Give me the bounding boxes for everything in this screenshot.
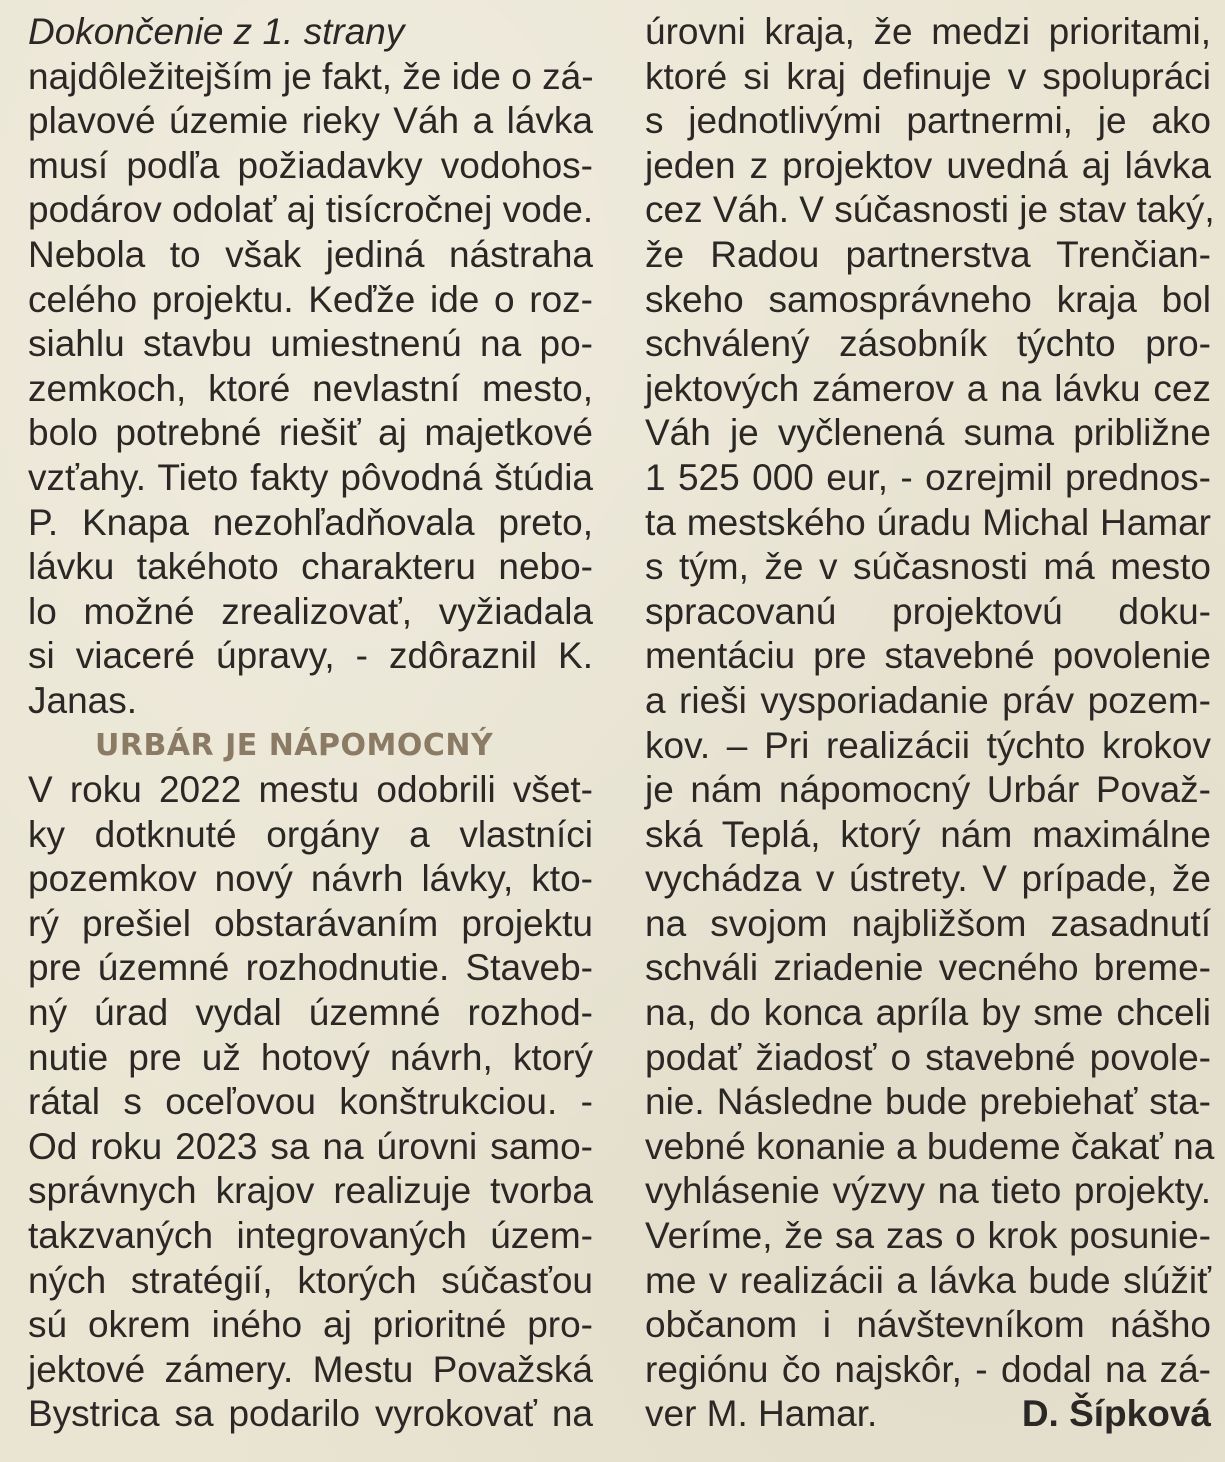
text-line: me v realizácii a lávka bude slúžiť: [645, 1259, 1211, 1301]
text-line: regiónu čo najskôr, - dodal na zá-: [645, 1348, 1211, 1390]
left-column: [28, 10, 593, 1437]
text-line: siahlu stavbu umiestnenú na po-: [28, 323, 593, 365]
text-line: správnych krajov realizuje tvorba: [28, 1170, 593, 1212]
text-line: na svojom najbližšom zasadnutí: [645, 902, 1211, 944]
text-line: jektových zámerov a na lávku cez: [645, 367, 1211, 409]
text-line: musí podľa požiadavky vodohos-: [28, 144, 593, 186]
text-line: Bystrica sa podarilo vyrokovať na: [28, 1393, 593, 1435]
text-line: si viaceré úpravy, - zdôraznil K.: [28, 635, 593, 677]
text-line: ky dotknuté orgány a vlastníci: [28, 813, 593, 855]
left-column-paragraph-2: [28, 768, 593, 1437]
text-line: rátal s oceľovou konštrukciou. -: [28, 1081, 593, 1123]
text-line: schváli zriadenie vecného breme-: [645, 947, 1211, 989]
text-line: podárov odolať aj tisícročnej vode.: [28, 189, 594, 231]
text-line: pre územné rozhodnutie. Staveb-: [28, 947, 593, 989]
text-line: 1 525 000 eur, - ozrejmil prednos-: [645, 456, 1211, 498]
text-line: Nebola to však jediná nástraha: [28, 233, 593, 275]
text-line: občanom i návštevníkom nášho: [645, 1304, 1211, 1346]
text-line: schválený zásobník týchto pro-: [645, 323, 1211, 365]
left-column-paragraph: [28, 55, 593, 724]
byline-row: [645, 1392, 1211, 1437]
text-line: s jednotlivými partnermi, je ako: [645, 100, 1211, 142]
text-line: P. Knapa nezohľadňovala preto,: [28, 501, 593, 543]
text-line: Janas.: [28, 679, 138, 721]
text-line: jeden z projektov uvedná aj lávka: [645, 144, 1211, 186]
text-line: bolo potrebné riešiť aj majetkové: [28, 412, 593, 454]
right-column: [645, 10, 1215, 1437]
right-column-paragraph: [645, 10, 1215, 1392]
text-line: vychádza v ústrety. V prípade, že: [645, 858, 1211, 900]
text-line: Váh je vyčlenená suma približne: [645, 412, 1211, 454]
text-line: ný úrad vydal územné rozhod-: [28, 992, 593, 1034]
text-line: jektové zámery. Mestu Považská: [28, 1348, 593, 1390]
text-line: vebné konanie a budeme čakať na: [645, 1125, 1215, 1167]
continued-note: Dokončenie z 1. strany: [28, 11, 405, 52]
text-line: ta mestského úradu Michal Hamar: [645, 501, 1211, 543]
subheading: URBÁR JE NÁPOMOCNÝ: [95, 727, 494, 763]
final-line: ver M. Hamar.: [645, 1393, 878, 1435]
text-line: a rieši vysporiadanie práv pozem-: [645, 679, 1211, 721]
author-byline: D. Šípková: [1021, 1393, 1211, 1435]
text-line: plavové územie rieky Váh a lávka: [28, 100, 593, 142]
text-line: mentáciu pre stavebné povolenie: [645, 635, 1211, 677]
text-line: podať žiadosť o stavebné povole-: [645, 1036, 1211, 1078]
text-line: rý prešiel obstarávaním projektu: [28, 902, 593, 944]
text-line: spracovanú projektovú doku-: [645, 590, 1211, 632]
text-line: že Radou partnerstva Trenčian-: [645, 233, 1211, 275]
text-line: vyhlásenie výzvy na tieto projekty.: [645, 1170, 1211, 1212]
text-line: lo možné zrealizovať, vyžiadala: [28, 590, 593, 632]
text-line: ktoré si kraj definuje v spolupráci: [645, 55, 1211, 97]
text-line: s tým, že v súčasnosti má mesto: [645, 546, 1211, 588]
text-line: zemkoch, ktoré nevlastní mesto,: [28, 367, 593, 409]
text-line: úrovni kraja, že medzi prioritami,: [645, 11, 1211, 52]
text-line: ská Teplá, ktorý nám maximálne: [645, 813, 1211, 855]
text-line: vzťahy. Tieto fakty pôvodná štúdia: [28, 456, 593, 498]
text-line: na, do konca apríla by sme chceli: [645, 992, 1211, 1034]
text-line: takzvaných integrovaných územ-: [28, 1215, 593, 1257]
text-line: Od roku 2023 sa na úrovni samo-: [28, 1125, 593, 1167]
text-line: najdôležitejším je fakt, že ide o zá-: [28, 55, 594, 97]
text-line: je nám nápomocný Urbár Považ-: [645, 769, 1211, 811]
text-line: pozemkov nový návrh lávky, kto-: [28, 858, 593, 900]
text-line: cez Váh. V súčasnosti je stav taký,: [645, 189, 1215, 231]
text-line: Veríme, že sa zas o krok posunie-: [645, 1215, 1211, 1257]
text-line: V roku 2022 mestu odobrili všet-: [28, 769, 593, 811]
text-line: ných stratégií, ktorých súčasťou: [28, 1259, 593, 1301]
text-line: kov. – Pri realizácii týchto krokov: [645, 724, 1211, 766]
text-line: nutie pre už hotový návrh, ktorý: [28, 1036, 593, 1078]
text-line: celého projektu. Keďže ide o roz-: [28, 278, 593, 320]
text-line: skeho samosprávneho kraja bol: [645, 278, 1211, 320]
text-line: lávku takéhoto charakteru nebo-: [28, 546, 593, 588]
text-line: nie. Následne bude prebiehať sta-: [645, 1081, 1211, 1123]
text-line: sú okrem iného aj prioritné pro-: [28, 1304, 593, 1346]
